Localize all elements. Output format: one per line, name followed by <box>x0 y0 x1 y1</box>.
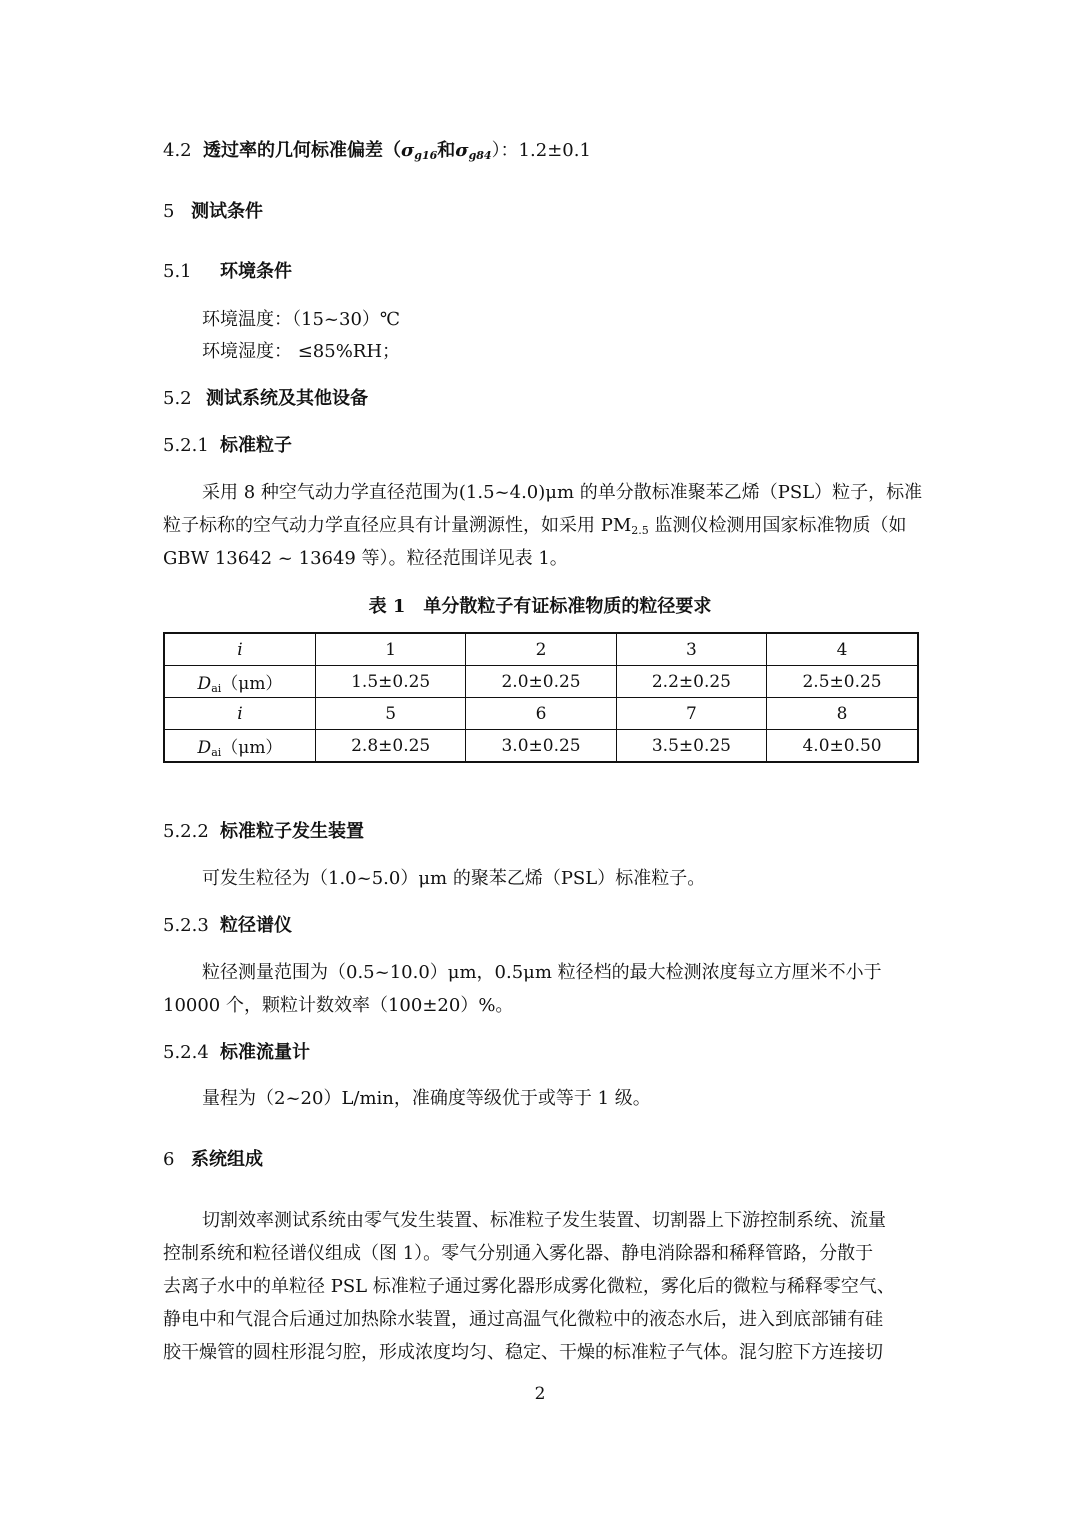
table-cell: 1 <box>316 633 466 666</box>
paragraph-5-2-1-line-3: GBW 13642 ~ 13649 等）。粒径范围详见表 1。 <box>163 548 568 569</box>
section-4-2-heading: 4.2 透过率的几何标准偏差（$\sigma_{g16}$和$\sigma_{g84}$）：1.2±0.1 <box>163 140 591 162</box>
table-cell: 5 <box>316 698 466 730</box>
paragraph-5-2-2: 可发生粒径为（1.0~5.0）μm 的聚苯乙烯（PSL）标准粒子。 <box>202 868 706 889</box>
table-row <box>164 633 918 666</box>
table-row <box>164 666 918 698</box>
table-row-label: i <box>164 698 316 730</box>
paragraph-6-line-4: 静电中和气混合后通过加热除水装置，通过高温气化微粒中的液态水后，进入到底部铺有硅 <box>163 1309 883 1330</box>
table-cell: 2.0±0.25 <box>466 666 616 698</box>
table-row-label: i <box>164 633 316 666</box>
table-cell: 6 <box>466 698 616 730</box>
table-row-label: $D_{ai}(\mu m)$ <box>164 666 316 698</box>
page-number: 2 <box>534 1384 546 1404</box>
paragraph-6-line-1: 切割效率测试系统由零气发生装置、标准粒子发生装置、切割器上下游控制系统、流量 <box>202 1210 886 1231</box>
table-row <box>164 698 918 730</box>
table-cell: 7 <box>616 698 766 730</box>
table-cell: 2.2±0.25 <box>616 666 766 698</box>
paragraph-6-line-5: 胶干燥管的圆柱形混匀腔，形成浓度均匀、稳定、干燥的标准粒子气体。混匀腔下方连接切 <box>163 1342 883 1363</box>
section-6-heading: 6 系统组成 <box>163 1149 263 1170</box>
table-row-label: $D_{ai}(\mu m)$ <box>164 730 316 763</box>
paragraph-6-line-3: 去离子水中的单粒径 PSL 标准粒子通过雾化器形成雾化微粒，雾化后的微粒与稀释零空气、 <box>163 1276 895 1297</box>
paragraph-5-2-4: 量程为（2~20）L/min，准确度等级优于或等于 1 级。 <box>202 1088 651 1109</box>
ambient-temperature: 环境温度：（15~30）℃ <box>202 309 401 330</box>
table-cell: 4.0±0.50 <box>767 730 918 763</box>
paragraph-5-2-3-line-1: 粒径测量范围为（0.5~10.0）μm，0.5μm 粒径档的最大检测浓度每立方厘米不小于 <box>202 962 882 983</box>
table-cell: 3.0±0.25 <box>466 730 616 763</box>
table-cell: 3.5±0.25 <box>616 730 766 763</box>
table-cell: 3 <box>616 633 766 666</box>
paragraph-5-2-1-line-1: 采用 8 种空气动力学直径范围为(1.5~4.0)μm 的单分散标准聚苯乙烯（PSL）粒子，标准 <box>202 482 923 503</box>
table-row <box>164 730 918 763</box>
table-cell: 1.5±0.25 <box>316 666 466 698</box>
ambient-humidity: 环境湿度： ≤85%RH； <box>202 341 401 362</box>
section-5-2-1-heading: 5.2.1 标准粒子 <box>163 435 292 456</box>
table-cell: 2.8±0.25 <box>316 730 466 763</box>
table-cell: 8 <box>767 698 918 730</box>
table-cell: 4 <box>767 633 918 666</box>
section-5-2-2-heading: 5.2.2 标准粒子发生装置 <box>163 821 364 842</box>
table-cell: 2 <box>466 633 616 666</box>
paragraph-5-2-1-line-2: 粒子标称的空气动力学直径应具有计量溯源性，如采用 $PM_{2.5}$ 监测仪检测用国家标准物质（如 <box>163 515 907 537</box>
particle-size-table <box>163 632 919 763</box>
paragraph-6-line-2: 控制系统和粒径谱仪组成（图 1）。零气分别通入雾化器、静电消除器和稀释管路，分散于 <box>163 1243 874 1264</box>
section-5-heading: 5 测试条件 <box>163 201 263 222</box>
table-1-caption: 表 1 单分散粒子有证标准物质的粒径要求 <box>368 596 712 617</box>
paragraph-5-2-3-line-2: 10000 个，颗粒计数效率（100±20）%。 <box>163 995 514 1016</box>
section-5-1-heading: 5.1 环境条件 <box>163 261 292 282</box>
section-5-2-heading: 5.2 测试系统及其他设备 <box>163 388 368 409</box>
section-5-2-4-heading: 5.2.4 标准流量计 <box>163 1042 310 1063</box>
table-cell: 2.5±0.25 <box>767 666 918 698</box>
section-5-2-3-heading: 5.2.3 粒径谱仪 <box>163 915 292 936</box>
